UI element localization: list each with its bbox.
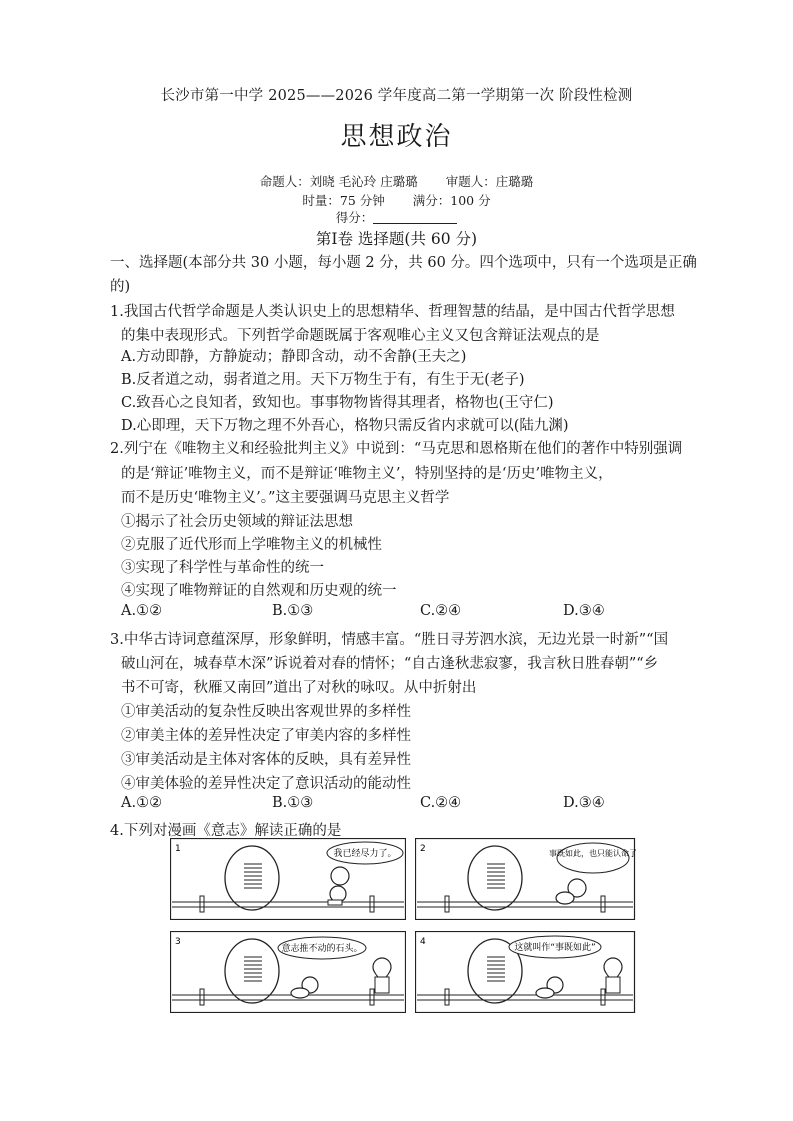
q2-option-c: C.②④ <box>420 603 462 619</box>
q2-option-d: D.③④ <box>563 603 605 619</box>
section-title: 第Ⅰ卷 选择题(共 60 分) <box>315 230 478 248</box>
comic-panel-4 <box>415 931 651 1013</box>
boulder-texture <box>244 957 262 981</box>
boulder <box>225 939 279 1003</box>
q1-option-c: C.致吾心之良知者，致知也。事事物物皆得其理者，格物也(王守仁) <box>121 395 554 411</box>
q3-statement-4: ④审美体验的差异性决定了意识活动的能动性 <box>121 776 411 792</box>
comic-panel-3 <box>170 931 406 1013</box>
q2-option-a: A.①② <box>121 603 163 619</box>
school-line: 长沙市第一中学 2025——2026 学年度高二第一学期第一次 阶段性检测 <box>160 88 633 104</box>
q3-option-b: B.①③ <box>272 795 314 811</box>
speech-text: 事既如此，也只能认命了 <box>549 849 637 858</box>
q3-statement-2: ②审美主体的差异性决定了审美内容的多样性 <box>121 728 411 744</box>
q2-statement-2: ②克服了近代形而上学唯物主义的机械性 <box>121 537 382 553</box>
score-label: 得分： <box>335 210 374 225</box>
q3-option-d: D.③④ <box>563 795 605 811</box>
comic-panel-number: 4 <box>420 937 426 947</box>
setters: 命题人：刘晓 毛沁玲 庄璐璐 <box>259 174 418 189</box>
score-line <box>0 208 793 226</box>
q3-statement-3: ③审美活动是主体对客体的反映，具有差异性 <box>121 752 411 768</box>
q2-statement-1: ①揭示了社会历史领域的辩证法思想 <box>121 514 353 530</box>
instructions-line-2: 的) <box>110 279 131 295</box>
q2-option-b: B.①③ <box>272 603 314 619</box>
boulder-texture <box>244 864 262 888</box>
comic-panel-number: 3 <box>175 937 181 947</box>
comic-panel-number: 2 <box>420 844 426 854</box>
boulder <box>468 846 522 910</box>
q3-option-c: C.②④ <box>420 795 462 811</box>
q1-stem-2: 的集中表现形式。下列哲学命题既属于客观唯心主义又包含辩证法观点的是 <box>121 328 600 344</box>
speech-text: 意志推不动的石头。 <box>281 944 363 954</box>
q3-stem-3: 书不可寄，秋雁又南回”道出了对秋的咏叹。从中折射出 <box>121 680 477 696</box>
speech-text: 这就叫作“事既如此” <box>514 943 596 953</box>
q1-stem-1: 1.我国古代哲学命题是人类认识史上的思想精华、哲理智慧的结晶，是中国古代哲学思想 <box>110 304 675 320</box>
q2-stem-1: 2.列宁在《唯物主义和经验批判主义》中说到：“马克思和恩格斯在他们的著作中特别强调 <box>110 441 683 457</box>
q2-stem-3: 而不是历史‘唯物主义’。”这主要强调马克思主义哲学 <box>121 490 450 506</box>
comic-strip <box>170 838 635 1018</box>
q3-option-a: A.①② <box>121 795 163 811</box>
full-score: 满分：100 分 <box>412 193 491 208</box>
comic-panel-1 <box>170 838 406 920</box>
boulder-texture <box>487 957 505 981</box>
q1-option-d: D.心即理，天下万物之理不外吾心，格物只需反省内求就可以(陆九渊) <box>121 418 569 434</box>
instructions-line-1: 一、选择题(本部分共 30 小题，每小题 2 分，共 60 分。四个选项中，只有一个选项是正确 <box>110 255 697 271</box>
q2-stem-2: 的是‘辩证’唯物主义，而不是辩证‘唯物主义’，特别坚持的是‘历史’唯物主义， <box>121 466 613 482</box>
comic-panel-number: 1 <box>175 844 181 854</box>
score-blank <box>373 210 457 224</box>
q1-option-b: B.反者道之动，弱者道之用。天下万物生于有，有生于无(老子) <box>121 372 525 388</box>
comic-panel-2 <box>415 838 651 920</box>
speech-text: 我已经尽力了。 <box>333 849 397 859</box>
time-line <box>0 191 793 209</box>
q3-stem-2: 破山河在，城春草木深”诉说着对春的情怀；“自古逢秋悲寂寥，我言秋日胜春朝”“乡 <box>121 656 659 672</box>
subject-title: 思想政治 <box>340 122 453 152</box>
q2-statement-4: ④实现了唯物辩证的自然观和历史观的统一 <box>121 583 397 599</box>
q1-option-a: A.方动即静，方静旋动；静即含动，动不舍静(王夫之) <box>121 349 467 365</box>
boulder <box>225 846 279 910</box>
authors-line <box>0 172 793 190</box>
q2-statement-3: ③实现了科学性与革命性的统一 <box>121 560 324 576</box>
boulder-texture <box>487 864 505 888</box>
q3-statement-1: ①审美活动的复杂性反映出客观世界的多样性 <box>121 704 411 720</box>
speech-bubble <box>557 843 629 873</box>
q4-stem: 4.下列对漫画《意志》解读正确的是 <box>110 823 342 839</box>
reviewer: 审题人：庄璐璐 <box>445 174 534 189</box>
q3-stem-1: 3.中华古诗词意蕴深厚，形象鲜明，情感丰富。“胜日寻芳泗水滨，无边光景一时新”“国 <box>110 632 669 648</box>
time-limit: 时量：75 分钟 <box>302 193 385 208</box>
